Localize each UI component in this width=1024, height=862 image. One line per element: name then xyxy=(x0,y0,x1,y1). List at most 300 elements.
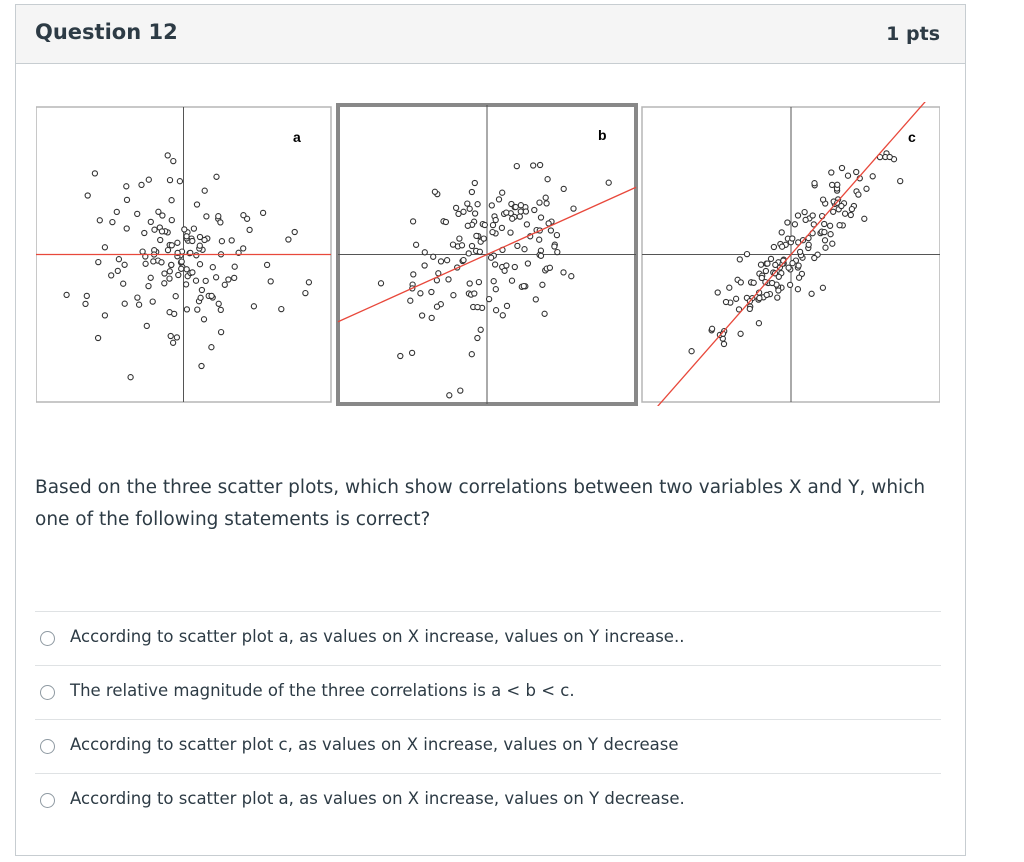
data-point xyxy=(756,321,761,326)
data-point xyxy=(552,244,557,249)
data-point xyxy=(190,270,195,275)
data-point xyxy=(744,252,749,257)
data-point xyxy=(547,265,552,270)
data-point xyxy=(531,163,536,168)
data-point xyxy=(540,282,545,287)
data-point xyxy=(218,307,223,312)
data-point xyxy=(835,182,840,187)
data-point xyxy=(121,281,126,286)
data-point xyxy=(438,259,443,264)
data-point xyxy=(773,262,778,267)
data-point xyxy=(477,249,482,254)
data-point xyxy=(378,281,383,286)
data-point xyxy=(821,197,826,202)
data-point xyxy=(146,177,151,182)
data-point xyxy=(491,279,496,284)
data-point xyxy=(472,180,477,185)
data-point xyxy=(737,257,742,262)
data-point xyxy=(184,282,189,287)
data-point xyxy=(194,253,199,258)
data-point xyxy=(199,287,204,292)
data-point xyxy=(478,327,483,332)
data-point xyxy=(116,257,121,262)
data-point xyxy=(432,189,437,194)
data-point xyxy=(504,210,509,215)
data-point xyxy=(554,233,559,238)
data-point xyxy=(219,330,224,335)
data-point xyxy=(122,301,127,306)
data-point xyxy=(723,299,728,304)
data-point xyxy=(209,345,214,350)
data-point xyxy=(148,219,153,224)
data-point xyxy=(167,269,172,274)
data-point xyxy=(169,218,174,223)
data-point xyxy=(785,220,790,225)
data-point xyxy=(85,193,90,198)
data-point xyxy=(408,298,413,303)
data-point xyxy=(493,262,498,267)
data-point xyxy=(790,236,795,241)
data-point xyxy=(135,295,140,300)
data-point xyxy=(232,264,237,269)
data-point xyxy=(561,186,566,191)
data-point xyxy=(543,195,548,200)
scatter-plots-figure xyxy=(36,102,940,406)
data-point xyxy=(194,202,199,207)
data-point xyxy=(303,291,308,296)
data-point xyxy=(410,350,415,355)
data-point xyxy=(461,209,466,214)
answer-label: The relative magnitude of the three correlations is a < b < c. xyxy=(70,681,575,700)
data-point xyxy=(513,204,518,209)
data-point xyxy=(856,192,861,197)
data-point xyxy=(738,280,743,285)
data-point xyxy=(195,307,200,312)
data-point xyxy=(422,263,427,268)
radio-button[interactable] xyxy=(40,793,55,808)
question-title: Question 12 xyxy=(35,20,178,44)
data-point xyxy=(102,245,107,250)
data-point xyxy=(533,297,538,302)
data-point xyxy=(758,262,763,267)
data-point xyxy=(218,220,223,225)
data-point xyxy=(241,246,246,251)
data-point xyxy=(518,209,523,214)
data-point xyxy=(538,253,543,258)
data-point xyxy=(148,275,153,280)
data-point xyxy=(515,243,520,248)
data-point xyxy=(522,247,527,252)
data-point xyxy=(197,243,202,248)
data-point xyxy=(489,255,494,260)
data-point xyxy=(176,272,181,277)
data-point xyxy=(201,317,206,322)
data-point xyxy=(159,260,164,265)
data-point xyxy=(472,291,477,296)
data-point xyxy=(482,222,487,227)
data-point xyxy=(524,222,529,227)
data-point xyxy=(261,210,266,215)
data-point xyxy=(508,230,513,235)
data-point xyxy=(870,174,875,179)
data-point xyxy=(459,243,464,248)
data-point xyxy=(465,223,470,228)
data-point xyxy=(768,256,773,261)
data-point xyxy=(411,272,416,277)
data-point xyxy=(124,197,129,202)
data-point xyxy=(92,171,97,176)
data-point xyxy=(721,341,726,346)
data-point xyxy=(83,301,88,306)
data-point xyxy=(689,349,694,354)
data-point xyxy=(124,184,129,189)
data-point xyxy=(102,313,107,318)
data-point xyxy=(780,244,785,249)
data-point xyxy=(445,258,450,263)
data-point xyxy=(475,335,480,340)
data-point xyxy=(845,173,850,178)
answer-option[interactable] xyxy=(35,773,941,827)
data-point xyxy=(429,289,434,294)
data-point xyxy=(757,296,762,301)
data-point xyxy=(467,281,472,286)
data-point xyxy=(265,262,270,267)
data-point xyxy=(457,236,462,241)
data-point xyxy=(198,295,203,300)
data-point xyxy=(190,238,195,243)
data-point xyxy=(232,275,237,280)
data-point xyxy=(776,288,781,293)
data-point xyxy=(229,238,234,243)
data-point xyxy=(751,280,756,285)
data-point xyxy=(786,265,791,270)
data-point xyxy=(179,259,184,264)
data-point xyxy=(422,250,427,255)
data-point xyxy=(467,206,472,211)
data-point xyxy=(97,218,102,223)
data-point xyxy=(500,190,505,195)
data-point xyxy=(182,227,187,232)
question-card xyxy=(15,4,966,856)
plot-label: c xyxy=(908,129,916,145)
data-point xyxy=(411,219,416,224)
data-point xyxy=(473,211,478,216)
data-point xyxy=(839,203,844,208)
radio-button[interactable] xyxy=(40,631,55,646)
data-point xyxy=(443,219,448,224)
data-point xyxy=(175,240,180,245)
data-point xyxy=(241,213,246,218)
data-point xyxy=(502,268,507,273)
data-point xyxy=(788,282,793,287)
data-point xyxy=(474,233,479,238)
data-point xyxy=(64,292,69,297)
answer-label: According to scatter plot a, as values on X increase, values on Y increase.. xyxy=(70,627,685,646)
data-point xyxy=(173,294,178,299)
data-point xyxy=(734,296,739,301)
data-point xyxy=(606,180,611,185)
data-point xyxy=(509,278,514,283)
data-point xyxy=(446,277,451,282)
data-point xyxy=(168,333,173,338)
data-point xyxy=(143,261,148,266)
data-point xyxy=(172,311,177,316)
data-point xyxy=(197,234,202,239)
answer-list xyxy=(35,611,941,827)
data-point xyxy=(174,335,179,340)
data-point xyxy=(156,209,161,214)
data-point xyxy=(202,188,207,193)
data-point xyxy=(469,352,474,357)
data-point xyxy=(204,214,209,219)
data-point xyxy=(795,287,800,292)
data-point xyxy=(469,243,474,248)
data-point xyxy=(214,174,219,179)
data-point xyxy=(499,225,504,230)
data-point xyxy=(504,303,509,308)
data-point xyxy=(219,239,224,244)
data-point xyxy=(162,281,167,286)
data-point xyxy=(887,154,892,159)
data-point xyxy=(115,268,120,273)
radio-button[interactable] xyxy=(40,739,55,754)
data-point xyxy=(545,177,550,182)
data-point xyxy=(496,197,501,202)
data-point xyxy=(544,201,549,206)
data-point xyxy=(775,295,780,300)
data-point xyxy=(398,353,403,358)
plot-label: b xyxy=(598,127,607,143)
data-point xyxy=(461,258,466,263)
data-point xyxy=(114,209,119,214)
data-point xyxy=(165,248,170,253)
answer-option[interactable] xyxy=(35,719,941,773)
data-point xyxy=(715,290,720,295)
data-point xyxy=(169,198,174,203)
data-point xyxy=(796,263,801,268)
data-point xyxy=(222,282,227,287)
data-point xyxy=(431,254,436,259)
data-point xyxy=(848,212,853,217)
data-point xyxy=(765,261,770,266)
data-point xyxy=(727,285,732,290)
data-point xyxy=(191,226,196,231)
data-point xyxy=(434,304,439,309)
data-point xyxy=(790,261,795,266)
data-point xyxy=(418,291,423,296)
data-point xyxy=(128,375,133,380)
data-point xyxy=(279,307,284,312)
data-point xyxy=(162,271,167,276)
data-point xyxy=(770,280,775,285)
data-point xyxy=(538,162,543,167)
data-point xyxy=(806,242,811,247)
data-point xyxy=(447,393,452,398)
data-point xyxy=(197,262,202,267)
data-point xyxy=(571,206,576,211)
data-point xyxy=(109,273,114,278)
data-point xyxy=(456,211,461,216)
answer-option[interactable] xyxy=(35,611,941,665)
data-point xyxy=(569,274,574,279)
data-point xyxy=(820,285,825,290)
data-point xyxy=(214,275,219,280)
data-point xyxy=(139,182,144,187)
data-point xyxy=(759,275,764,280)
data-point xyxy=(812,255,817,260)
data-point xyxy=(110,220,115,225)
data-point xyxy=(525,261,530,266)
data-point xyxy=(144,323,149,328)
data-point xyxy=(537,200,542,205)
question-header xyxy=(16,5,965,64)
data-point xyxy=(747,306,752,311)
data-point xyxy=(490,230,495,235)
data-point xyxy=(150,299,155,304)
data-point xyxy=(839,165,844,170)
data-point xyxy=(167,276,172,281)
data-point xyxy=(465,201,470,206)
data-point xyxy=(251,304,256,309)
data-point xyxy=(523,209,528,214)
data-point xyxy=(165,153,170,158)
data-point xyxy=(512,264,517,269)
data-point xyxy=(710,326,715,331)
data-point xyxy=(493,217,498,222)
data-point xyxy=(216,301,221,306)
data-point xyxy=(420,313,425,318)
data-point xyxy=(216,214,221,219)
data-point xyxy=(96,335,101,340)
data-point xyxy=(510,216,515,221)
data-point xyxy=(458,388,463,393)
data-point xyxy=(169,262,174,267)
data-point xyxy=(493,287,498,292)
data-point xyxy=(135,211,140,216)
question-points: 1 pts xyxy=(886,23,940,45)
data-point xyxy=(184,234,189,239)
data-point xyxy=(822,238,827,243)
data-point xyxy=(521,284,526,289)
plot-label: a xyxy=(293,129,301,145)
data-point xyxy=(122,262,127,267)
data-point xyxy=(137,302,142,307)
data-point xyxy=(830,241,835,246)
data-point xyxy=(226,277,231,282)
data-point xyxy=(764,292,769,297)
data-point xyxy=(171,159,176,164)
data-point xyxy=(561,270,566,275)
data-point xyxy=(454,205,459,210)
data-point xyxy=(159,229,164,234)
data-point xyxy=(849,207,854,212)
data-point xyxy=(466,251,471,256)
question-text: Based on the three scatter plots, which show correlations between two variables X and Y, which one of the following statements is correct? xyxy=(35,477,926,530)
data-point xyxy=(96,260,101,265)
data-point xyxy=(504,263,509,268)
data-point xyxy=(476,280,481,285)
data-point xyxy=(854,169,859,174)
data-point xyxy=(779,230,784,235)
data-point xyxy=(864,186,869,191)
data-point xyxy=(798,249,803,254)
data-point xyxy=(306,280,311,285)
data-point xyxy=(451,293,456,298)
data-point xyxy=(152,227,157,232)
data-point xyxy=(532,207,537,212)
data-point xyxy=(500,313,505,318)
data-point xyxy=(822,230,827,235)
data-point xyxy=(518,203,523,208)
data-point xyxy=(837,223,842,228)
data-point xyxy=(548,228,553,233)
data-point xyxy=(142,230,147,235)
data-point xyxy=(268,279,273,284)
data-point xyxy=(167,178,172,183)
data-point xyxy=(537,237,542,242)
answer-label: According to scatter plot a, as values on X increase, values on Y decrease. xyxy=(70,789,685,808)
data-point xyxy=(450,242,455,247)
data-point xyxy=(494,308,499,313)
data-point xyxy=(862,216,867,221)
data-point xyxy=(414,242,419,247)
data-point xyxy=(171,340,176,345)
data-point xyxy=(514,164,519,169)
data-point xyxy=(738,331,743,336)
data-point xyxy=(822,221,827,226)
data-point xyxy=(124,226,129,231)
answer-label: According to scatter plot c, as values on X increase, values on Y decrease xyxy=(70,735,679,754)
data-point xyxy=(830,182,835,187)
data-point xyxy=(469,189,474,194)
data-point xyxy=(792,222,797,227)
data-point xyxy=(292,229,297,234)
data-point xyxy=(763,268,768,273)
data-point xyxy=(489,203,494,208)
data-point xyxy=(809,291,814,296)
data-point xyxy=(810,213,815,218)
data-point xyxy=(803,217,808,222)
data-point xyxy=(184,307,189,312)
data-point xyxy=(199,363,204,368)
data-point xyxy=(247,227,252,232)
data-point xyxy=(151,259,156,264)
data-point xyxy=(481,236,486,241)
data-point xyxy=(475,202,480,207)
data-point xyxy=(831,209,836,214)
radio-button[interactable] xyxy=(40,685,55,700)
data-point xyxy=(797,275,802,280)
data-point xyxy=(843,211,848,216)
data-point xyxy=(158,237,163,242)
data-point xyxy=(179,266,184,271)
data-point xyxy=(538,215,543,220)
data-point xyxy=(828,223,833,228)
data-point xyxy=(193,278,198,283)
data-point xyxy=(555,250,560,255)
data-point xyxy=(169,243,174,248)
data-point xyxy=(177,179,182,184)
data-point xyxy=(490,223,495,228)
data-point xyxy=(829,170,834,175)
data-point xyxy=(429,315,434,320)
data-point xyxy=(517,214,522,219)
data-point xyxy=(771,244,776,249)
data-point xyxy=(542,311,547,316)
data-point xyxy=(795,213,800,218)
answer-option[interactable] xyxy=(35,665,941,719)
data-point xyxy=(209,293,214,298)
